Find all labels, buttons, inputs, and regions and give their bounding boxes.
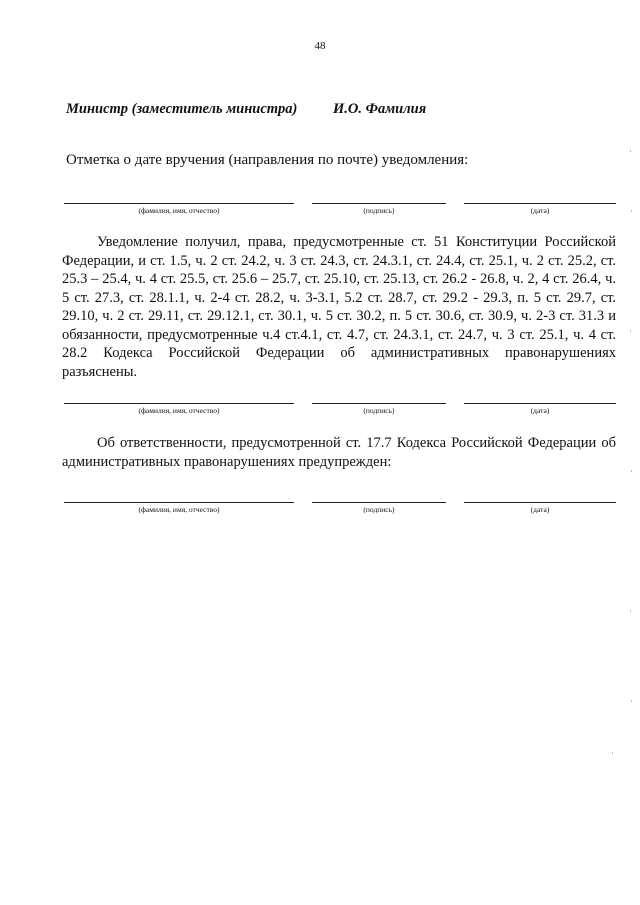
full-name-caption: (фамилия, имя, отчество) (138, 406, 220, 415)
full-name-line (64, 502, 294, 503)
signature-caption: (подпись) (363, 505, 395, 514)
signature-block-liability (0, 502, 640, 526)
liability-paragraph: Об ответственности, предусмотренной ст. 17.7 Кодекса Российской Федерации об административных правонарушениях предупрежден: (62, 435, 616, 470)
signer-name: И.О. Фамилия (333, 101, 427, 117)
signature-line (312, 203, 446, 204)
signature-line (312, 403, 446, 404)
date-caption: (дата) (530, 406, 550, 415)
page-number: 48 (314, 40, 326, 52)
rights-paragraph: Уведомление получил, права, предусмотренные ст. 51 Конституции Российской Федерации, и ст. 1.5, ч. 2 ст. 24.2, ч. 3 ст. 24.3, ст. 24.3.1, ст. 24.4, ст. 25.1, ч. 2 ст. 25.2, ст. 25.3 – 25.4, ч. 4 ст. 25.5, ст. 25.6 – 25.7, ст. 25.10, ст. 25.13, ст. 26.2 - 26.8, ч. 2, 4 ст. 26.4, ч. 5 ст. 27.3, ст. 28.1.1, ч. 2-4 ст. 28.2, ч. 3-3.1, 5.2 ст. 28.7, ст. 29.2 - 29.3, п. 5 ст. 29.7, ст. 29.10, ч. 2 ст. 29.11, ст. 29.12.1, ст. 30.1, ч. 5 ст. 30.2, п. 5 ст. 30.6, ст. 30.9, ч. 2-3 ст. 31.3 и обязанности, предусмотренные ч.4 ст.4.1, ст. 4.7, ст. 24.3.1, ст. 24.7, ч. 3 ст. 25.1, ч. 4 ст. 28.2 Кодекса Российской Федерации об административных правонарушениях разъяснены. (62, 234, 616, 380)
date-line (464, 203, 616, 204)
signature-caption: (подпись) (363, 206, 395, 215)
full-name-line (64, 403, 294, 404)
date-line (464, 403, 616, 404)
scan-artifact (631, 210, 632, 212)
scan-artifact (631, 470, 632, 472)
date-line (464, 502, 616, 503)
signer-block (66, 101, 427, 118)
delivery-label: Отметка о дате вручения (направления по почте) уведомления: (66, 152, 469, 168)
scan-artifact (630, 330, 631, 332)
signer-role: Министр (заместитель министра) (66, 101, 298, 117)
signature-line (312, 502, 446, 503)
signature-block-rights (0, 403, 640, 427)
scan-artifact (630, 610, 631, 612)
full-name-caption: (фамилия, имя, отчество) (138, 206, 220, 215)
date-caption: (дата) (530, 505, 550, 514)
full-name-caption: (фамилия, имя, отчество) (138, 505, 220, 514)
full-name-line (64, 203, 294, 204)
scan-artifact (612, 752, 613, 754)
signature-block-delivery (0, 203, 640, 227)
date-caption: (дата) (530, 206, 550, 215)
scan-artifact (631, 700, 632, 702)
scan-artifact (630, 150, 631, 152)
signature-caption: (подпись) (363, 406, 395, 415)
